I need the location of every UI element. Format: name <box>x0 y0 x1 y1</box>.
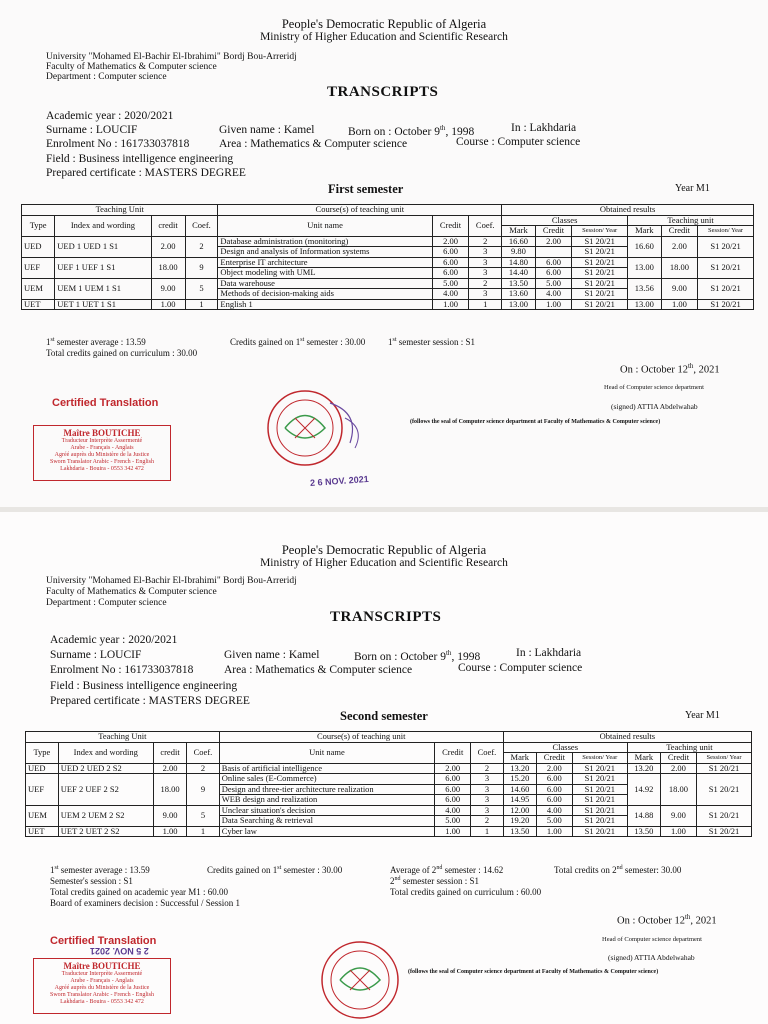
course-credit: 2.00 <box>435 763 471 774</box>
course-name: Basis of artificial intelligence <box>219 763 435 774</box>
course-obtained-credit: 6.00 <box>535 268 572 279</box>
header-result-col: Mark <box>503 753 536 764</box>
course-obtained-credit: 4.00 <box>536 805 572 816</box>
header-coef: Coef. <box>187 742 219 763</box>
unit-coef: 5 <box>187 805 219 826</box>
unit-mark: 13.00 <box>628 299 662 310</box>
course-coef: 2 <box>471 763 503 774</box>
course-credit: 5.00 <box>432 278 469 289</box>
translator-stamp: Maître BOUTICHE Traducteur Interprète Assermenté Arabe - Français - Anglais Agréé auprès du Ministère de la Justice Sworn Translator Arabic - French - English Lakhdaria - Bouira - 0553 342 472 <box>33 958 171 1014</box>
table-row <box>22 236 754 247</box>
header-result-col: Session/ Year <box>572 226 628 237</box>
course-obtained-credit: 6.00 <box>535 257 572 268</box>
course-credit: 2.00 <box>432 236 469 247</box>
course-obtained-credit: 5.00 <box>535 278 572 289</box>
course-name: Design and analysis of Information systems <box>218 247 432 258</box>
total-year-credits: Total credits gained on academic year M1 : 60.00 <box>50 887 229 897</box>
surname: Surname : LOUCIF <box>50 649 142 661</box>
course-name: Data warehouse <box>218 278 432 289</box>
translator-stamp: Maître BOUTICHE Traducteur Interprète Assermenté Arabe - Français - Anglais Agréé auprès du Ministère de la Justice Sworn Translator Arabic - French - English Lakhdaria - Bouira - 0553 342 472 <box>33 425 171 481</box>
course-coef: 3 <box>469 257 502 268</box>
course-name: Database administration (monitoring) <box>218 236 432 247</box>
header-classes: Classes <box>502 215 628 226</box>
course-session: S1 20/21 <box>572 257 628 268</box>
unit-index: UED 2 UED 2 S2 <box>58 763 153 774</box>
seal-note: (follows the seal of Computer science department at Faculty of Mathematics & Computer science) <box>408 969 659 975</box>
course-credit: 5.00 <box>435 816 471 827</box>
unit-credit: 9.00 <box>151 278 185 299</box>
university-line: University "Mohamed El-Bachir El-Ibrahimi" Bordj Bou-Arreridj <box>46 576 297 586</box>
course-coef: 3 <box>469 289 502 300</box>
unit-credit: 1.00 <box>151 299 185 310</box>
table-row <box>22 299 754 310</box>
header-courses: Course(s) of teaching unit <box>218 205 502 216</box>
table-row <box>26 805 752 816</box>
course-session: S1 20/21 <box>572 774 627 785</box>
course: Course : Computer science <box>458 662 583 674</box>
course-coef: 3 <box>471 795 503 806</box>
header-course-coef: Coef. <box>471 742 503 763</box>
header-coef: Coef. <box>185 215 218 236</box>
total-curriculum-credits: Total credits gained on curriculum : 60.00 <box>390 887 542 897</box>
unit-type: UED <box>22 236 55 257</box>
grades-table-semester-2 <box>25 731 752 837</box>
certified-translation-label: Certified Translation <box>52 397 159 409</box>
course-mark: 14.80 <box>502 257 536 268</box>
unit-credit: 2.00 <box>153 763 186 774</box>
faculty-line: Faculty of Mathematics & Computer science <box>46 62 217 72</box>
unit-type: UEM <box>22 278 55 299</box>
unit-coef: 2 <box>185 236 218 257</box>
unit-session: S1 20/21 <box>696 763 751 774</box>
unit-index: UET 1 UET 1 S1 <box>55 299 151 310</box>
field: Field : Business intelligence engineering <box>50 680 238 692</box>
header-courses: Course(s) of teaching unit <box>219 732 503 743</box>
field: Field : Business intelligence engineering <box>46 153 234 165</box>
course-credit: 6.00 <box>435 784 471 795</box>
page-title: TRANSCRIPTS <box>330 609 442 625</box>
course-session: S1 20/21 <box>572 299 628 310</box>
course-session: S1 20/21 <box>572 268 628 279</box>
academic-year: Academic year : 2020/2021 <box>46 110 174 122</box>
department-line: Department : Computer science <box>46 598 167 608</box>
course-credit: 6.00 <box>435 774 471 785</box>
course-name: Cyber law <box>219 826 435 837</box>
table-row <box>22 278 754 289</box>
header-result-col: Session/ Year <box>698 226 754 237</box>
header-result-col: Session/ Year <box>572 753 627 764</box>
course-mark: 14.40 <box>502 268 536 279</box>
faculty-line: Faculty of Mathematics & Computer science <box>46 587 217 597</box>
header-result-col: Credit <box>660 753 696 764</box>
course-session: S1 20/21 <box>572 247 628 258</box>
course-credit: 6.00 <box>432 247 469 258</box>
course-name: English 1 <box>218 299 432 310</box>
course-obtained-credit: 2.00 <box>536 763 572 774</box>
unit-mark: 13.56 <box>628 278 662 299</box>
year-label: Year M1 <box>675 183 710 194</box>
course-name: Enterprise IT architecture <box>218 257 432 268</box>
course-mark: 16.60 <box>502 236 536 247</box>
course-mark: 9.80 <box>502 247 536 258</box>
transcript-page-2 <box>0 512 768 1024</box>
unit-coef: 1 <box>185 299 218 310</box>
academic-year: Academic year : 2020/2021 <box>50 634 178 646</box>
unit-session: S1 20/21 <box>696 805 751 826</box>
signed-name: (signed) ATTIA Abdelwahab <box>611 402 698 411</box>
table-row <box>26 763 752 774</box>
republic-header: People's Democratic Republic of Algeria <box>281 17 487 31</box>
signed-name: (signed) ATTIA Abdelwahab <box>608 953 695 962</box>
semester-1-credits: Credits gained on 1st semester : 30.00 <box>207 865 343 875</box>
area: Area : Mathematics & Computer science <box>219 138 408 150</box>
unit-mark: 16.60 <box>628 236 662 257</box>
unit-session: S1 20/21 <box>696 826 751 837</box>
unit-type: UED <box>26 763 59 774</box>
header-course-credit: Credit <box>435 742 471 763</box>
unit-session: S1 20/21 <box>698 278 754 299</box>
given-name: Given name : Kamel <box>219 124 315 136</box>
unit-coef: 9 <box>185 257 218 278</box>
unit-session: S1 20/21 <box>698 236 754 257</box>
course-mark: 14.95 <box>503 795 536 806</box>
course-coef: 1 <box>471 826 503 837</box>
enrolment-number: Enrolment No : 161733037818 <box>50 664 194 676</box>
header-course-credit: Credit <box>432 215 469 236</box>
course-mark: 19.20 <box>503 816 536 827</box>
unit-coef: 9 <box>187 774 219 806</box>
semester-2-session: 2nd semester session : S1 <box>390 876 479 886</box>
course-mark: 12.00 <box>503 805 536 816</box>
course: Course : Computer science <box>456 136 581 148</box>
year-label: Year M1 <box>685 710 720 721</box>
unit-obtained-credit: 2.00 <box>661 236 698 257</box>
header-teaching-unit: Teaching Unit <box>26 732 220 743</box>
born-on: Born on : October 9th, 1998 <box>354 649 481 663</box>
born-in: In : Lakhdaria <box>516 647 582 659</box>
semester-session: Semester's session : S1 <box>50 876 133 886</box>
seal-note: (follows the seal of Computer science department at Faculty of Mathematics & Computer science) <box>410 419 661 425</box>
area: Area : Mathematics & Computer science <box>224 664 413 676</box>
header-unit-name: Unit name <box>218 215 432 236</box>
course-name: Online sales (E-Commerce) <box>219 774 435 785</box>
course-obtained-credit: 6.00 <box>536 784 572 795</box>
course-mark: 15.20 <box>503 774 536 785</box>
unit-type: UET <box>22 299 55 310</box>
unit-index: UEF 1 UEF 1 S1 <box>55 257 151 278</box>
prepared-certificate: Prepared certificate : MASTERS DEGREE <box>46 167 246 179</box>
ministry-header: Ministry of Higher Education and Scientific Research <box>260 31 508 43</box>
unit-mark: 13.20 <box>627 763 660 774</box>
semester-2-total: Total credits on 2nd semester: 30.00 <box>554 865 682 875</box>
course-credit: 6.00 <box>432 268 469 279</box>
transcript-page-1 <box>0 0 768 508</box>
course-mark: 13.00 <box>502 299 536 310</box>
unit-mark: 13.50 <box>627 826 660 837</box>
semester-2-average: Average of 2nd semester : 14.62 <box>390 865 504 875</box>
total-credits: Total credits gained on curriculum : 30.00 <box>46 348 198 358</box>
unit-session: S1 20/21 <box>698 257 754 278</box>
born-on: Born on : October 9th, 1998 <box>348 124 475 138</box>
unit-obtained-credit: 1.00 <box>661 299 698 310</box>
translator-date-stamp: 2 5 NOV. 2021 <box>90 946 149 956</box>
header-result-col: Credit <box>536 753 572 764</box>
unit-coef: 5 <box>185 278 218 299</box>
given-name: Given name : Kamel <box>224 649 320 661</box>
course-credit: 4.00 <box>435 805 471 816</box>
unit-type: UET <box>26 826 59 837</box>
header-result-col: Mark <box>627 753 660 764</box>
seal-date-stamp: 2 6 NOV. 2021 <box>309 473 369 489</box>
course-name: Data Searching & retrieval <box>219 816 435 827</box>
semester-average: 1st semester average : 13.59 <box>46 337 146 347</box>
course-session: S1 20/21 <box>572 278 628 289</box>
unit-credit: 1.00 <box>153 826 186 837</box>
course-mark: 13.20 <box>503 763 536 774</box>
header-index: Index and wording <box>55 215 151 236</box>
course-coef: 3 <box>469 268 502 279</box>
course-obtained-credit: 6.00 <box>536 774 572 785</box>
unit-obtained-credit: 9.00 <box>661 278 698 299</box>
unit-session: S1 20/21 <box>696 774 751 806</box>
department-head-title: Head of Computer science department <box>604 384 704 391</box>
unit-obtained-credit: 9.00 <box>660 805 696 826</box>
header-obtained-results: Obtained results <box>503 732 751 743</box>
course-mark: 13.60 <box>502 289 536 300</box>
header-credit: credit <box>153 742 186 763</box>
course-session: S1 20/21 <box>572 289 628 300</box>
course-credit: 1.00 <box>435 826 471 837</box>
header-result-col: Mark <box>502 226 536 237</box>
unit-type: UEF <box>26 774 59 806</box>
header-type: Type <box>22 215 55 236</box>
semester-1-average: 1st semester average : 13.59 <box>50 865 150 875</box>
header-course-coef: Coef. <box>469 215 502 236</box>
ministry-header: Ministry of Higher Education and Scientific Research <box>260 557 508 569</box>
course-name: Design and three-tier architecture realization <box>219 784 435 795</box>
unit-mark: 14.92 <box>627 774 660 806</box>
header-index: Index and wording <box>58 742 153 763</box>
course-obtained-credit: 6.00 <box>536 795 572 806</box>
course-coef: 3 <box>471 805 503 816</box>
unit-mark: 13.00 <box>628 257 662 278</box>
course-coef: 3 <box>471 774 503 785</box>
department-head-title: Head of Computer science department <box>602 936 702 943</box>
table-row <box>22 257 754 268</box>
unit-credit: 9.00 <box>153 805 186 826</box>
course-session: S1 20/21 <box>572 795 627 806</box>
course-credit: 6.00 <box>435 795 471 806</box>
course-name: WEB design and realization <box>219 795 435 806</box>
header-teaching-unit-results: Teaching unit <box>627 742 751 753</box>
unit-index: UED 1 UED 1 S1 <box>55 236 151 257</box>
course-credit: 6.00 <box>432 257 469 268</box>
header-result-col: Credit <box>535 226 572 237</box>
header-result-col: Mark <box>628 226 662 237</box>
unit-index: UET 2 UET 2 S2 <box>58 826 153 837</box>
university-line: University "Mohamed El-Bachir El-Ibrahimi" Bordj Bou-Arreridj <box>46 52 297 62</box>
course-coef: 3 <box>471 784 503 795</box>
unit-index: UEF 2 UEF 2 S2 <box>58 774 153 806</box>
unit-obtained-credit: 2.00 <box>660 763 696 774</box>
unit-coef: 2 <box>187 763 219 774</box>
course-name: Object modeling with UML <box>218 268 432 279</box>
course-obtained-credit: 1.00 <box>535 299 572 310</box>
unit-mark: 14.88 <box>627 805 660 826</box>
course-name: Unclear situation's decision <box>219 805 435 816</box>
course-session: S1 20/21 <box>572 784 627 795</box>
credits-gained: Credits gained on 1st semester : 30.00 <box>230 337 366 347</box>
board-decision: Board of examiners decision : Successful / Session 1 <box>50 898 240 908</box>
enrolment-number: Enrolment No : 161733037818 <box>46 138 190 150</box>
course-credit: 4.00 <box>432 289 469 300</box>
unit-credit: 2.00 <box>151 236 185 257</box>
course-coef: 2 <box>469 278 502 289</box>
department-line: Department : Computer science <box>46 72 167 82</box>
unit-coef: 1 <box>187 826 219 837</box>
university-seal-icon <box>300 936 420 1024</box>
semester-label: Second semester <box>340 709 428 723</box>
course-session: S1 20/21 <box>572 826 627 837</box>
unit-obtained-credit: 18.00 <box>660 774 696 806</box>
page-title: TRANSCRIPTS <box>327 84 439 100</box>
course-mark: 14.60 <box>503 784 536 795</box>
unit-index: UEM 1 UEM 1 S1 <box>55 278 151 299</box>
course-coef: 2 <box>471 816 503 827</box>
issue-date: On : October 12th, 2021 <box>620 362 720 376</box>
header-teaching-unit-results: Teaching unit <box>628 215 754 226</box>
unit-obtained-credit: 18.00 <box>661 257 698 278</box>
surname: Surname : LOUCIF <box>46 124 138 136</box>
semester-session: 1st semester session : S1 <box>388 337 476 347</box>
prepared-certificate: Prepared certificate : MASTERS DEGREE <box>50 695 250 707</box>
course-mark: 13.50 <box>503 826 536 837</box>
course-session: S1 20/21 <box>572 763 627 774</box>
course-mark: 13.50 <box>502 278 536 289</box>
unit-credit: 18.00 <box>153 774 186 806</box>
course-name: Methods of decision-making aids <box>218 289 432 300</box>
university-seal-icon <box>255 388 385 478</box>
course-coef: 1 <box>469 299 502 310</box>
course-coef: 3 <box>469 247 502 258</box>
republic-header: People's Democratic Republic of Algeria <box>281 543 487 557</box>
course-session: S1 20/21 <box>572 236 628 247</box>
unit-obtained-credit: 1.00 <box>660 826 696 837</box>
header-classes: Classes <box>503 742 627 753</box>
course-obtained-credit: 2.00 <box>535 236 572 247</box>
unit-type: UEM <box>26 805 59 826</box>
course-coef: 2 <box>469 236 502 247</box>
header-teaching-unit: Teaching Unit <box>22 205 218 216</box>
unit-credit: 18.00 <box>151 257 185 278</box>
certified-translation-label: Certified Translation <box>50 935 157 947</box>
semester-label: First semester <box>328 182 404 196</box>
born-in: In : Lakhdaria <box>511 122 577 134</box>
course-obtained-credit: 5.00 <box>536 816 572 827</box>
header-result-col: Session/ Year <box>696 753 751 764</box>
course-obtained-credit: 1.00 <box>536 826 572 837</box>
course-obtained-credit: 4.00 <box>535 289 572 300</box>
issue-date: On : October 12th, 2021 <box>617 913 717 927</box>
header-obtained-results: Obtained results <box>502 205 754 216</box>
unit-type: UEF <box>22 257 55 278</box>
table-row <box>26 826 752 837</box>
header-unit-name: Unit name <box>219 742 435 763</box>
unit-session: S1 20/21 <box>698 299 754 310</box>
course-credit: 1.00 <box>432 299 469 310</box>
header-type: Type <box>26 742 59 763</box>
table-row <box>26 774 752 785</box>
unit-index: UEM 2 UEM 2 S2 <box>58 805 153 826</box>
course-session: S1 20/21 <box>572 805 627 816</box>
grades-table-semester-1 <box>21 204 754 310</box>
header-result-col: Credit <box>661 226 698 237</box>
header-credit: credit <box>151 215 185 236</box>
course-obtained-credit <box>535 247 572 258</box>
course-session: S1 20/21 <box>572 816 627 827</box>
